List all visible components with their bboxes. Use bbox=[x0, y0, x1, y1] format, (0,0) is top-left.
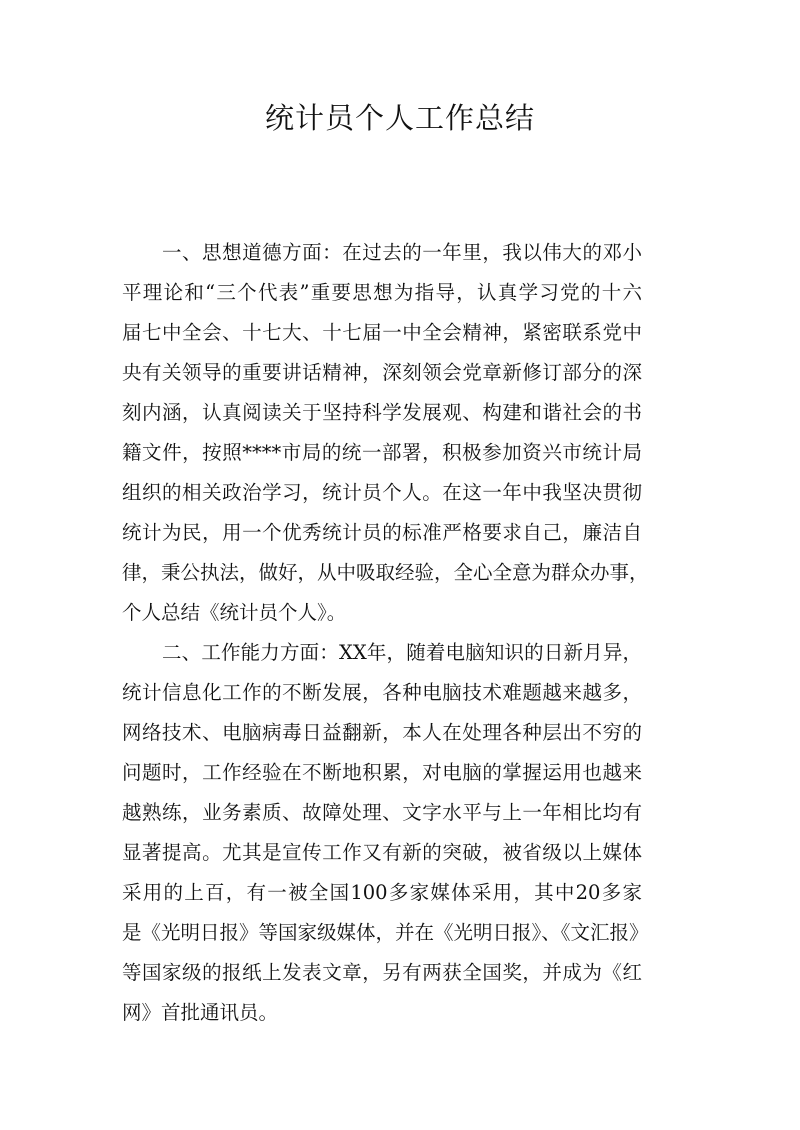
paragraph-1-line-7: 组织的相关政治学习，统计员个人。在这一年中我坚决贯彻 bbox=[122, 481, 642, 504]
paragraph-1-line-3: 届七中全会、十七大、十七届一中全会精神，紧密联系党中 bbox=[122, 321, 642, 344]
paragraph-1-line-6: 籍文件，按照****市局的统一部署，积极参加资兴市统计局 bbox=[122, 441, 642, 464]
paragraph-2-line-4: 问题时，工作经验在不断地积累，对电脑的掌握运用也越来 bbox=[122, 761, 642, 784]
paragraph-2-line-2: 统计信息化工作的不断发展，各种电脑技术难题越来越多， bbox=[122, 681, 642, 704]
document-title: 统计员个人工作总结 bbox=[264, 101, 535, 135]
paragraph-1-line-8: 统计为民，用一个优秀统计员的标准严格要求自己，廉洁自 bbox=[122, 521, 642, 544]
paragraph-1-line-5: 刻内涵，认真阅读关于坚持科学发展观、构建和谐社会的书 bbox=[122, 401, 642, 424]
paragraph-1-line-1: 一、思想道德方面：在过去的一年里，我以伟大的邓小 bbox=[162, 241, 642, 264]
paragraph-2-line-6: 显著提高。尤其是宣传工作又有新的突破，被省级以上媒体 bbox=[122, 841, 642, 864]
paragraph-2-line-7: 采用的上百，有一被全国100多家媒体采用，其中20多家 bbox=[122, 881, 642, 904]
paragraph-1-line-9: 律，秉公执法，做好，从中吸取经验，全心全意为群众办事， bbox=[122, 561, 649, 584]
paragraph-2-line-10: 网》首批通讯员。 bbox=[122, 1001, 279, 1024]
paragraph-1-line-2: 平理论和“三个代表”重要思想为指导，认真学习党的十六 bbox=[122, 281, 642, 304]
paragraph-1-line-4: 央有关领导的重要讲话精神，深刻领会党章新修订部分的深 bbox=[122, 361, 642, 384]
paragraph-2-line-8: 是《光明日报》等国家级媒体，并在《光明日报》、《文汇报》 bbox=[122, 921, 649, 944]
paragraph-2-line-5: 越熟练，业务素质、故障处理、文字水平与上一年相比均有 bbox=[122, 801, 642, 824]
paragraph-2-line-1: 二、工作能力方面：XX年，随着电脑知识的日新月异， bbox=[162, 641, 642, 664]
paragraph-1-line-10: 个人总结《统计员个人》。 bbox=[122, 601, 347, 624]
paragraph-2-line-9: 等国家级的报纸上发表文章，另有两获全国奖，并成为《红 bbox=[122, 961, 642, 984]
paragraph-2-line-3: 网络技术、电脑病毒日益翻新，本人在处理各种层出不穷的 bbox=[122, 721, 642, 744]
